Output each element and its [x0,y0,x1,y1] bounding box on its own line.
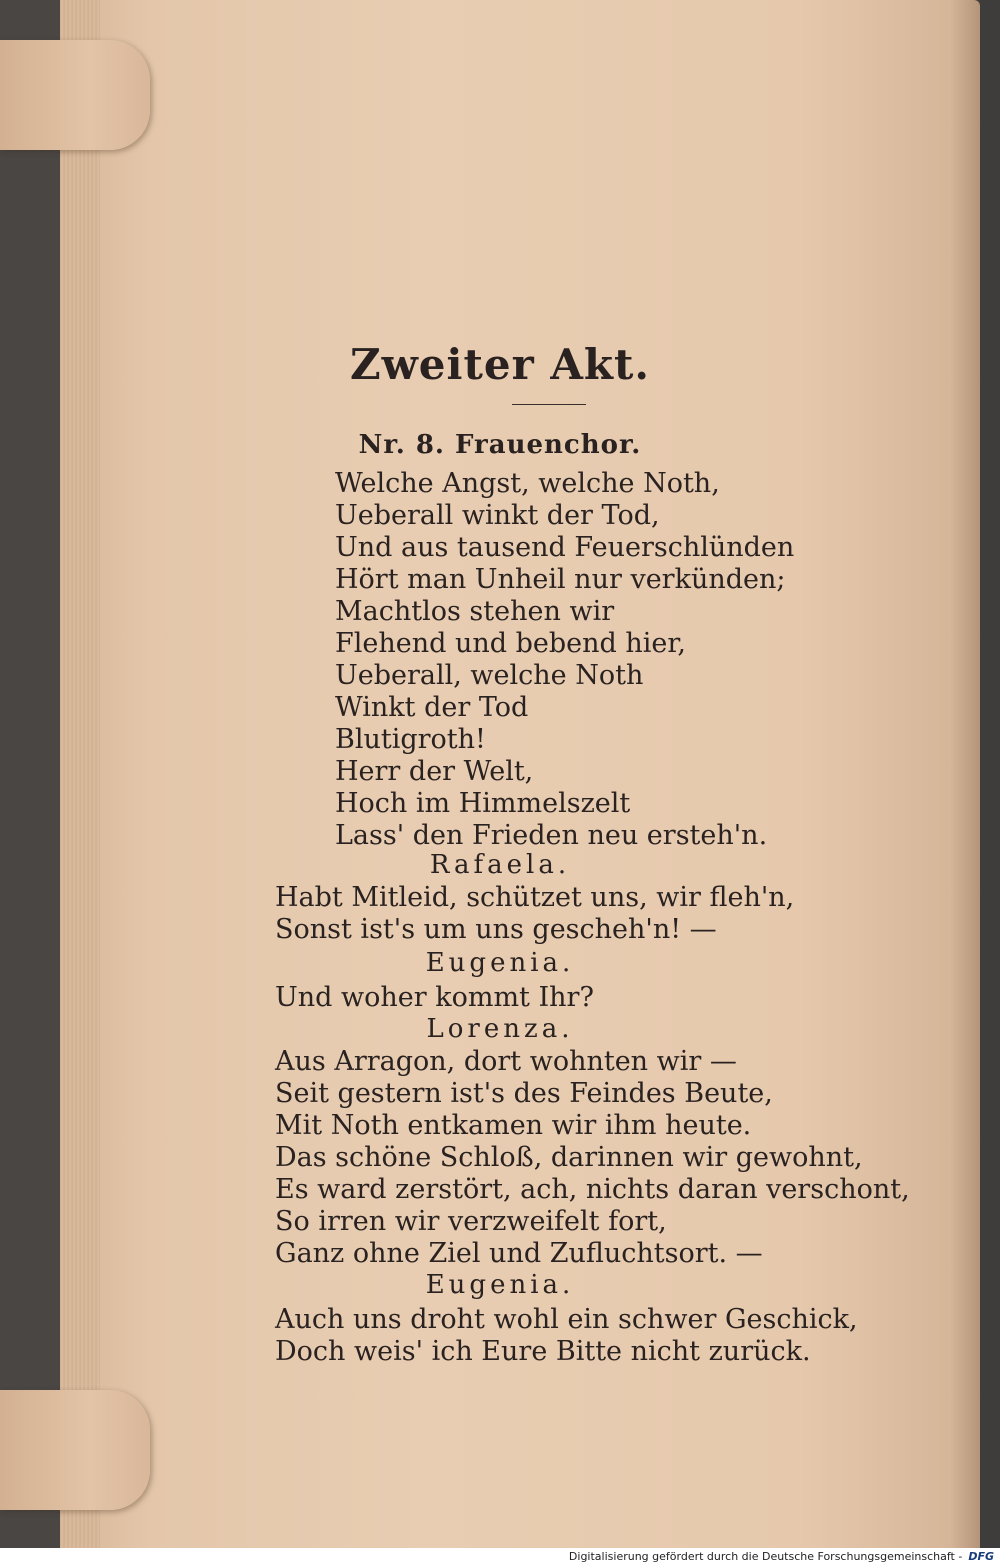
chorus-line: Lass' den Frieden neu ersteh'n. [335,820,768,851]
page-edges [60,0,100,1548]
dialogue-line: Das schöne Schloß, darinnen wir gewohnt, [275,1142,863,1173]
dialogue-line: Und woher kommt Ihr? [275,982,594,1013]
chorus-line: Winkt der Tod [335,692,529,723]
dialogue-line: Ganz ohne Ziel und Zufluchtsort. — [275,1238,763,1269]
footer-text: Digitalisierung gefördert durch die Deutsche Forschungsgemeinschaft - [568,1550,963,1563]
chorus-line: Ueberall winkt der Tod, [335,500,660,531]
chorus-line: Blutigroth! [335,724,486,755]
scan-background [0,0,60,1548]
speaker-name: Rafaela. [429,850,571,880]
chorus-line: Herr der Welt, [335,756,534,787]
chorus-line: Welche Angst, welche Noth, [335,468,720,499]
page-clip-bottom [0,1390,150,1510]
chorus-line: Machtlos stehen wir [335,596,615,627]
chorus-line: Und aus tausend Feuerschlünden [335,532,795,563]
dialogue-line: Seit gestern ist's des Feindes Beute, [275,1078,773,1109]
dialogue-line: Habt Mitleid, schützet uns, wir fleh'n, [275,882,795,913]
speaker-name: Eugenia. [425,1270,575,1300]
speaker-name: Eugenia. [425,948,575,978]
speaker-name: Lorenza. [426,1014,574,1044]
chorus-line: Ueberall, welche Noth [335,660,644,691]
dialogue-line: So irren wir verzweifelt fort, [275,1206,667,1237]
chorus-line: Flehend und bebend hier, [335,628,686,659]
dfg-logo-icon: DFG [968,1550,994,1563]
page-clip-top [0,40,150,150]
chorus-line: Hört man Unheil nur verkünden; [335,564,786,595]
dialogue-line: Doch weis' ich Eure Bitte nicht zurück. [275,1336,811,1367]
spine-shadow [950,0,980,1548]
title-rule [512,404,586,405]
dialogue-line: Auch uns droht wohl ein schwer Geschick, [275,1304,858,1335]
dialogue-line: Aus Arragon, dort wohnten wir — [275,1046,737,1077]
footer-bar [0,1548,1000,1565]
dialogue-line: Mit Noth entkamen wir ihm heute. [275,1110,752,1141]
dialogue-line: Sonst ist's um uns gescheh'n! — [275,914,717,945]
chorus-line: Hoch im Himmelszelt [335,788,631,819]
section-heading: Nr. 8. Frauenchor. [358,430,642,460]
page-title: Zweiter Akt. [349,340,651,389]
dialogue-line: Es ward zerstört, ach, nichts daran verschont, [275,1174,910,1205]
